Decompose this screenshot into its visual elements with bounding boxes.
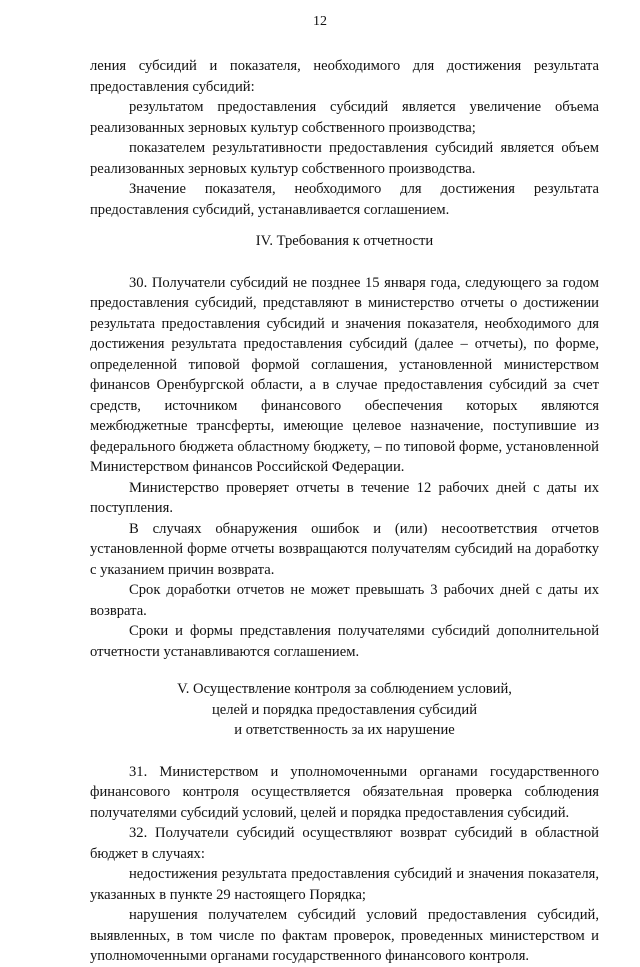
section-heading-iv: IV. Требования к отчетности <box>255 233 434 249</box>
paragraph: Министерство проверяет отчеты в течение 12 рабочих дней с даты их поступления. <box>90 479 599 516</box>
paragraph: результатом предоставления субсидий является увеличение объема реализованных зерновых культур собственного производства; <box>90 99 599 136</box>
paragraph: Сроки и формы представления получателями субсидий дополнительной отчетности устанавливаются соглашением. <box>90 623 599 660</box>
document-body <box>90 56 599 967</box>
paragraph: показателем результативности предоставления субсидий является объем реализованных зерновых культур собственного производства. <box>90 140 599 177</box>
section-heading-line: целей и порядка предоставления субсидий <box>211 701 478 718</box>
paragraph: нарушения получателем субсидий условий предоставления субсидий, выявленных, в том числе по фактам проверок, проведенных министерством и уполномоченными органами государственного финансового контроля. <box>90 907 599 964</box>
page-number: 12 <box>313 14 327 29</box>
section-heading-v <box>90 679 599 741</box>
paragraph: Срок доработки отчетов не может превышать 3 рабочих дней с даты их возврата. <box>90 582 599 619</box>
paragraph: Значение показателя, необходимого для достижения результата предоставления субсидий, устанавливается соглашением. <box>90 181 599 218</box>
paragraph: 32. Получатели субсидий осуществляют возврат субсидий в областной бюджет в случаях: <box>90 825 599 862</box>
paragraph: В случаях обнаружения ошибок и (или) несоответствия отчетов установленной форме отчеты возвращаются получателям субсидий на доработку с указанием причин возврата. <box>90 520 599 578</box>
section-heading-line: V. Осуществление контроля за соблюдением условий, <box>177 681 512 697</box>
paragraph: 30. Получатели субсидий не позднее 15 января года, следующего за годом предоставления субсидий, представляют в министерство отчеты о достижении результата предоставления субсидий и значения показателя, необходимого для достижения результата предоставления субсидий (далее – отчеты), по форме, определенной типовой формой соглашения, установленной министерством финансов Оренбургской области, а в случае предоставления субсидий за счет средств, источником финансового обеспечения которых являются межбюджетные трансферты, имеющие целевое назначение, поступившие из федерального бюджета областному бюджету, – по типовой форме, установленной Министерством финансов Российской Федерации. <box>90 274 599 475</box>
paragraph: 31. Министерством и уполномоченными органами государственного финансового контроля осуществляется обязательная проверка соблюдения получателями субсидий условий, целей и порядка предоставления субсидий. <box>90 763 599 821</box>
section-heading-line: и ответственность за их нарушение <box>234 722 455 738</box>
paragraph: недостижения результата предоставления субсидий и значения показателя, указанных в пункте 29 настоящего Порядка; <box>90 866 599 903</box>
paragraph: ления субсидий и показателя, необходимого для достижения результата предоставления субсидий: <box>90 58 599 95</box>
